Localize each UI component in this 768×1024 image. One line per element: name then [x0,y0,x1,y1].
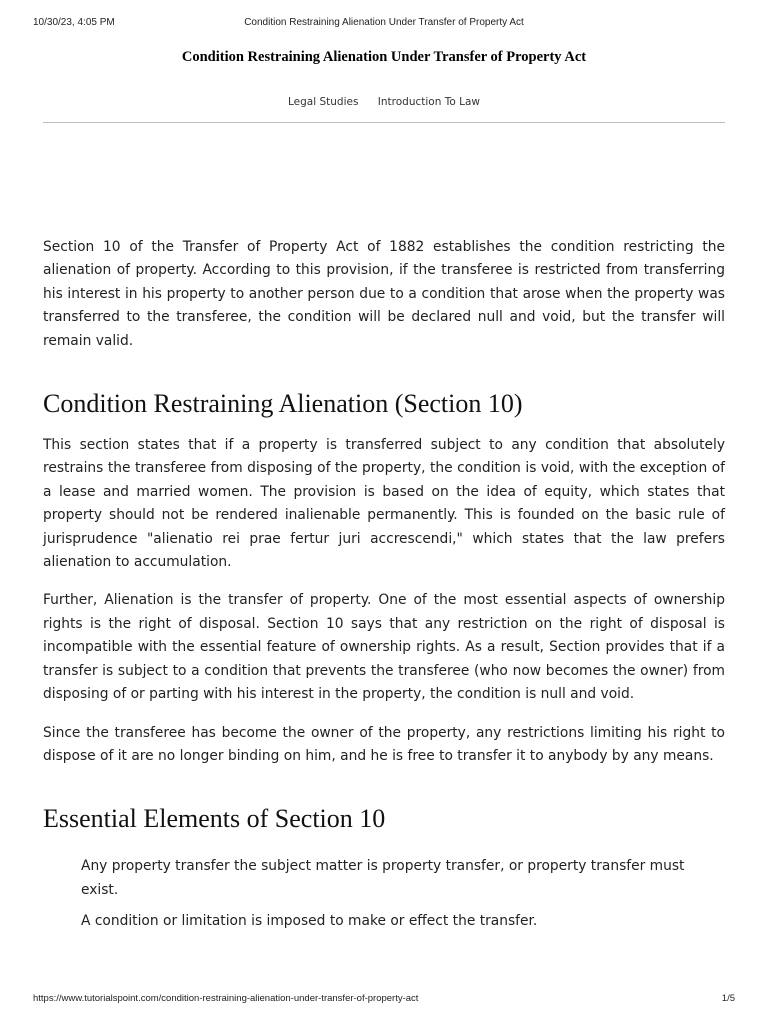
page-number: 1/5 [721,993,735,1004]
section-paragraph: Further, Alienation is the transfer of property. One of the most essential aspects of ownership rights is the right of disposal. Section 10 says that any restriction on the right of disposal is incompatible with the essential feature of ownership rights. As a result, Section provides that if a transfer is subject to a condition that prevents the transferee (who now becomes the owner) from disposing of or parting with his interest in the property, the condition is null and void. [43,592,725,703]
print-datetime: 10/30/23, 4:05 PM [33,17,115,28]
print-footer [33,993,735,1007]
page-title: Condition Restraining Alienation Under Transfer of Property Act [181,49,587,65]
tag-legal-studies[interactable]: Legal Studies [288,96,359,108]
tag-introduction-to-law[interactable]: Introduction To Law [377,96,480,108]
list-item: A condition or limitation is imposed to make or effect the transfer. [81,913,538,930]
page-url-link[interactable]: https://www.tutorialspoint.com/condition-restraining-alienation-under-transfer-of-property-act [33,993,419,1004]
header-divider [43,122,725,123]
section-heading-essential-elements: Essential Elements of Section 10 [43,804,386,834]
section-paragraph: Since the transferee has become the owner of the property, any restrictions limiting his right to dispose of it are no longer binding on him, and he is free to transfer it to anybody by any means. [43,724,725,764]
intro-paragraph: Section 10 of the Transfer of Property Act of 1882 establishes the condition restricting the alienation of property. According to this provision, if the transferee is restricted from transferring his interest in his property to another person due to a condition that arose when the property was transferred to the transferee, the condition will be declared null and void, but the transfer will remain valid. [43,239,725,349]
print-header-title: Condition Restraining Alienation Under Transfer of Property Act [244,17,524,28]
section-heading-condition-restraining: Condition Restraining Alienation (Section 10) [43,389,523,419]
print-header [33,17,735,31]
section-paragraph: This section states that if a property is transferred subject to any condition that absolutely restrains the transferee from disposing of the property, the condition is void, with the exception of a lease and married women. The provision is based on the idea of equity, which states that property should not be rendered inalienable permanently. This is founded on the basic rule of jurisprudence "alienatio rei prae fertur juri accrescendi," which states that the law prefers alienation to accumulation. [43,437,725,571]
list-item: Any property transfer the subject matter is property transfer, or property transfer must exist. [81,858,685,898]
tag-list [0,96,768,108]
article-body [43,236,725,942]
